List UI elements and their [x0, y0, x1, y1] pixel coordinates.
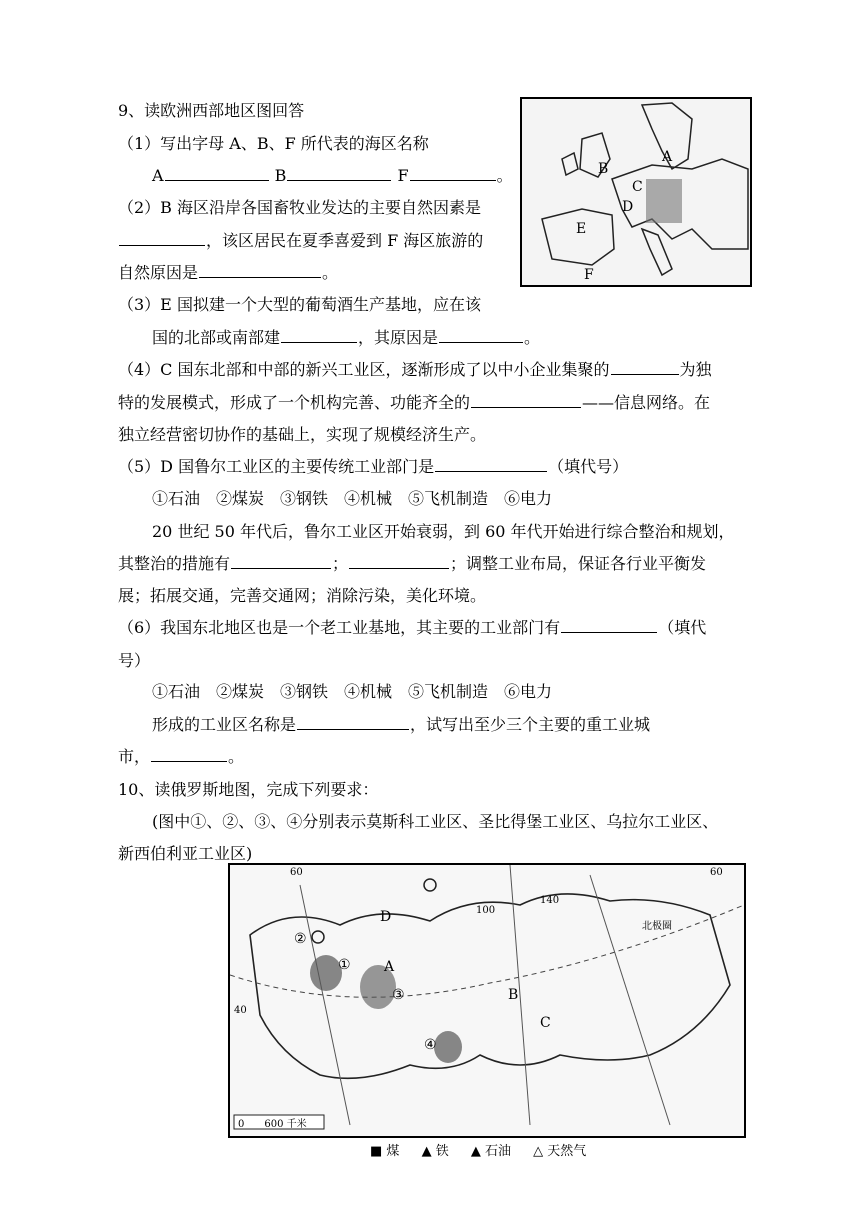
blank-p3-2[interactable]	[439, 328, 523, 343]
q9-p5-l4	[118, 554, 706, 574]
p2-text-3: 自然原因是	[118, 263, 199, 282]
q9-p6-l2: 号）	[118, 651, 151, 670]
blank-p2-1[interactable]	[119, 231, 205, 246]
label-C: C	[540, 1015, 551, 1031]
blank-p6-1[interactable]	[561, 618, 657, 633]
q9-p6-l5	[118, 747, 244, 767]
p5-semicolon: ；	[332, 554, 349, 573]
q10-note-l2: 新西伯利亚工业区)	[118, 844, 253, 863]
q9-p2-l2	[118, 231, 483, 251]
label-C: C	[632, 179, 643, 195]
p5-text-c: 其整治的措施有	[118, 554, 231, 573]
arctic-circle-label: 北极圈	[642, 921, 672, 932]
q9-p2-l3	[118, 263, 338, 283]
blank-p5-1[interactable]	[435, 457, 547, 472]
q9-p4-l2	[118, 393, 710, 413]
q9-p2-l1: （2）B 海区沿岸各国畜牧业发达的主要自然因素是	[118, 198, 482, 217]
siberia-region	[434, 1031, 462, 1063]
label-A: A	[384, 959, 395, 975]
period: 。	[322, 263, 339, 282]
russia-map	[228, 863, 746, 1138]
q9-p5-options: ①石油 ②煤炭 ③钢铁 ④机械 ⑤飞机制造 ⑥电力	[152, 489, 553, 508]
label-A: A	[662, 149, 673, 165]
p3-text-b: ，其原因是	[358, 328, 439, 347]
p4-text-a: （4）C 国东北部和中部的新兴工业区，逐渐形成了以中小企业集聚的	[118, 360, 610, 379]
label-1: ①	[338, 957, 351, 973]
blank-p5-3[interactable]	[349, 554, 449, 569]
p3-text-a: 国的北部或南部建	[152, 328, 281, 347]
blank-p3-1[interactable]	[281, 328, 357, 343]
period: 。	[524, 328, 541, 347]
label-2: ②	[294, 931, 307, 947]
p6-text-b: （填代	[658, 618, 707, 637]
blank-p4-1[interactable]	[611, 360, 679, 375]
label-B: B	[598, 161, 609, 177]
q9-p1: （1）写出字母 A、B、F 所代表的海区名称	[118, 134, 429, 153]
lat-40: 40	[234, 1005, 247, 1016]
blank-p6-3[interactable]	[151, 747, 227, 762]
q9-p3-l1: （3）E 国拟建一个大型的葡萄酒生产基地，应在该	[118, 295, 481, 314]
lon-140: 140	[540, 895, 560, 906]
scale-bar: 0 600 千米	[238, 1119, 307, 1130]
q10-title: 10、读俄罗斯地图，完成下列要求：	[118, 780, 379, 799]
label-F: F	[584, 267, 594, 283]
label-f: F	[397, 166, 409, 185]
lon-100: 100	[476, 905, 496, 916]
q9-p4-l1	[118, 360, 712, 380]
lon-60-left: 60	[290, 867, 303, 878]
label-D: D	[380, 909, 392, 925]
q9-p6-l4	[152, 715, 650, 735]
label-3: ③	[392, 987, 405, 1003]
p4-text-d: ——信息网络。在	[582, 393, 711, 412]
p2-text: ，该区居民在夏季喜爱到 F 海区旅游的	[206, 231, 484, 250]
label-D: D	[622, 199, 634, 215]
blank-a[interactable]	[165, 166, 269, 181]
blank-p5-2[interactable]	[231, 554, 331, 569]
q9-p5-l5: 展；拓展交通，完善交通网；消除污染，美化环境。	[118, 586, 487, 605]
blank-f[interactable]	[410, 166, 496, 181]
p5-text-d: ；调整工业布局，保证各行业平衡发	[450, 554, 707, 573]
period: 。	[228, 747, 245, 766]
legend-iron: ▲ 铁	[421, 1144, 449, 1159]
q10-note-l1: (图中①、②、③、④分别表示莫斯科工业区、圣比得堡工业区、乌拉尔工业区、	[152, 812, 719, 831]
lat-60-right: 60	[710, 867, 723, 878]
q9-p6-l1	[118, 618, 706, 638]
label-E: E	[576, 221, 587, 237]
label-B: B	[508, 987, 519, 1003]
p6-text-a: （6）我国东北地区也是一个老工业基地，其主要的工业部门有	[118, 618, 561, 637]
q9-p4-l3: 独立经营密切协作的基础上，实现了规模经济生产。	[118, 425, 487, 444]
legend-oil: ▲ 石油	[470, 1144, 511, 1159]
period: 。	[496, 166, 513, 185]
label-b: B	[274, 166, 287, 185]
map-legend	[370, 1140, 604, 1159]
p4-text-b: 为独	[679, 360, 712, 379]
q9-p5-l1	[118, 457, 628, 477]
p6-text-e: 市，	[118, 747, 151, 766]
q9-p6-options: ①石油 ②煤炭 ③钢铁 ④机械 ⑤飞机制造 ⑥电力	[152, 682, 553, 701]
p5-text-a: （5）D 国鲁尔工业区的主要传统工业部门是	[118, 457, 435, 476]
q9-p5-l3: 20 世纪 50 年代后，鲁尔工业区开始衰弱，到 60 年代开始进行综合整治和规划，	[152, 522, 735, 541]
q9-title: 9、读欧洲西部地区图回答	[118, 101, 305, 120]
p5-text-b: （填代号）	[548, 457, 629, 476]
blank-b[interactable]	[287, 166, 391, 181]
blank-p2-2[interactable]	[199, 263, 321, 278]
p4-text-c: 特的发展模式，形成了一个机构完善、功能齐全的	[118, 393, 471, 412]
shaded-region	[646, 179, 682, 223]
p6-text-c: 形成的工业区名称是	[152, 715, 297, 734]
legend-coal: ■ 煤	[370, 1144, 400, 1159]
q9-p1-answers	[152, 166, 513, 186]
blank-p6-2[interactable]	[297, 715, 409, 730]
p6-text-d: ，试写出至少三个主要的重工业城	[410, 715, 651, 734]
q9-p3-l2	[152, 328, 540, 348]
europe-map	[520, 97, 752, 287]
legend-gas: △ 天然气	[533, 1144, 587, 1159]
label-4: ④	[424, 1037, 437, 1053]
blank-p4-2[interactable]	[471, 393, 581, 408]
label-a: A	[152, 166, 164, 185]
